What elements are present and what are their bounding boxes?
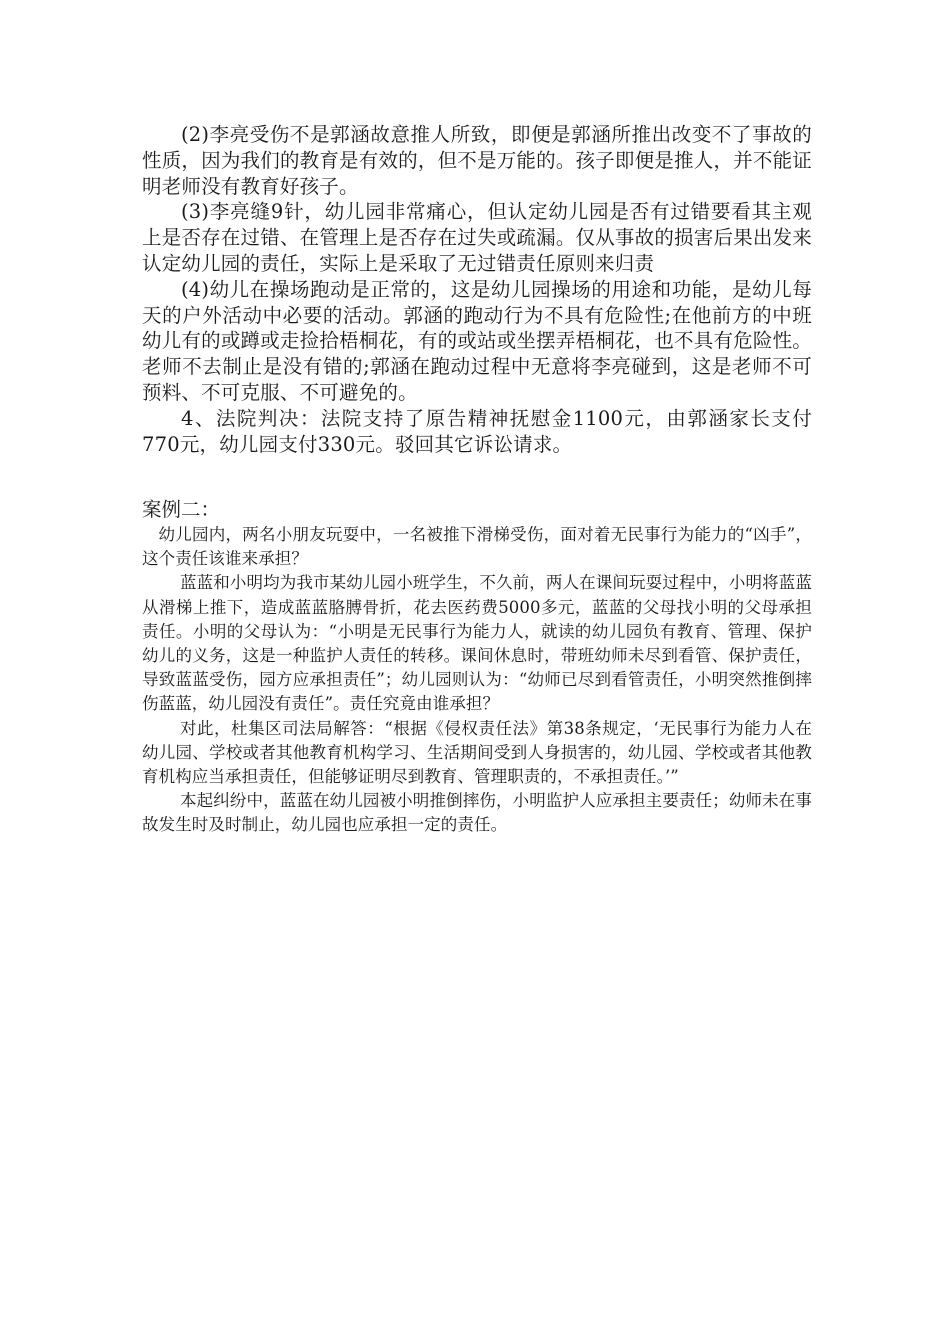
section1-paragraph-4: (4)幼儿在操场跑动是正常的，这是幼儿园操场的用途和功能，是幼儿每天的户外活动中必要的活动。郭涵的跑动行为不具有危险性;在他前方的中班幼儿有的或蹲或走捡拾梧桐花，有的或站或坐摆弄梧桐花，也不具有危险性。老师不去制止是没有错的;郭涵在跑动过程中无意将李亮碰到，这是老师不可预料、不可克服、不可避免的。 [142,277,812,404]
section2-body [142,523,812,838]
section1-paragraph-2: (2)李亮受伤不是郭涵故意推人所致，即便是郭涵所推出改变不了事故的性质，因为我们的教育是有效的，但不是万能的。孩子即便是推人，并不能证明老师没有教育好孩子。 [142,123,812,198]
case-two-legal-answer: 对此，杜集区司法局解答：“根据《侵权责任法》第38条规定，‘无民事行为能力人在幼儿园、学校或者其他教育机构学习、生活期间受到人身损害的，幼儿园、学校或者其他教育机构应当承担责任，但能够证明尽到教育、管理职责的，不承担责任。’” [142,718,812,787]
case-two-intro: 幼儿园内，两名小朋友玩耍中，一名被推下滑梯受伤，面对着无民事行为能力的“凶手”，这个责任该谁来承担？ [142,525,812,569]
case-two-heading: 案例二： [142,498,221,521]
section1-paragraph-3: (3)李亮缝9针，幼儿园非常痛心，但认定幼儿园是否有过错要看其主观上是否存在过错、在管理上是否存在过失或疏漏。仅从事故的损害后果出发来认定幼儿园的责任，实际上是采取了无过错责任原则来归责 [142,200,812,275]
case-two-conclusion: 本起纠纷中，蓝蓝在幼儿园被小明推倒摔伤，小明监护人应承担主要责任；幼师未在事故发生时及时制止，幼儿园也应承担一定的责任。 [142,791,812,835]
section1-body [142,122,812,457]
case-two-facts: 蓝蓝和小明均为我市某幼儿园小班学生，不久前，两人在课间玩耍过程中，小明将蓝蓝从滑梯上推下，造成蓝蓝胳膊骨折，花去医药费5000多元，蓝蓝的父母找小明的父母承担责任。小明的父母认为：“小明是无民事行为能力人，就读的幼儿园负有教育、管理、保护幼儿的义务，这是一种监护人责任的转移。课间休息时，带班幼师未尽到看管、保护责任，导致蓝蓝受伤，园方应承担责任”；幼儿园则认为：“幼师已尽到看管责任，小明突然推倒摔伤蓝蓝，幼儿园没有责任”。责任究竟由谁承担？ [142,573,812,714]
section1-court-judgment: 4、法院判决：法院支持了原告精神抚慰金1100元，由郭涵家长支付770元，幼儿园支付330元。驳回其它诉讼请求。 [142,406,812,456]
